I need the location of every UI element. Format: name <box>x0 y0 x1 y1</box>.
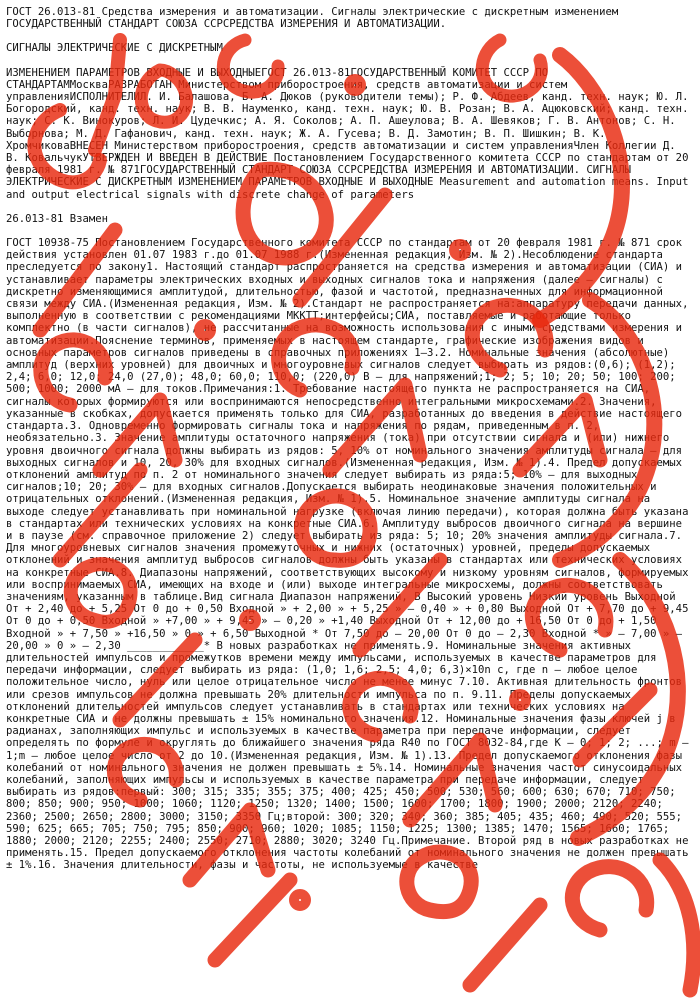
document-body: ГОСТ 10938-75 Постановлением Государственного комитета СССР по стандартам от 20 февраля 1981 г. № 871 срок действия установлен 01.07 1983 г.до 01.07 1988 г.(Измененная редакция, Изм. № 2).Несоблюдение стандарта преследуется по закону1. Настоящий стандарт распространяется на средства измерения и автоматизации (СИА) и устанавливает параметры электрических входных и выходных сигналов тока и напряжения (далее — сигналы) с дискретно изменяющимися амплитудой, длительностью, фазой и частотой, предназначенных для информационной связи между СИА.(Измененная редакция, Изм. № 2).Стандарт не распространяется на:аппаратуру передачи данных, выполненную в соответствии с рекомендациями МККТТ;интерфейсы;СИА, поставляемые и работающие только комплектно (в части сигналов), не рассчитанные на возможность использования с иными средствами измерения и автоматизации.Пояснение терминов, применяемых в настоящем стандарте, графические изображения видов и основных параметров сигналов приведены в справочных приложениях 1—3.2. Номинальные значения (абсолютные) амплитуд (верхних уровней) для двоичных и многоуровневых сигналов следует выбирать из рядов:(0,6); (1,2); 2,4; 6,0; 12,0; 24,0 (27,0); 48,0; 60,0; 110,0; (220,0) В — для напряжений;1; 2; 5; 10; 20; 50; 100; 200; 500; 1000; 2000 мА — для токов.Примечания:1. Требование настоящего пункта не распространяется на СИА, сигналы которых формируются или воспринимаются непосредственно интегральными микросхемами.2. Значения, указанные в скобках, допускается применять только для СИА, разработанных до введения в действие настоящего стандарта.3. Одновременно формировать сигналы тока и напряжения по рядам, приведенным в п. 2, необязательно.3. Значение амплитуды остаточного напряжения (тока) при отсутствии сигнала и (или) нижнего уровня двоичного сигнала должны выбирать из рядов: 5, 10% от номинального значения амплитуды сигнала — для выходных сигналов и 10, 20, 30% для входных сигналов.(Измененная редакция, Изм. № 1).4. Предел допускаемых отклонений амплитуд по п. 2 от номинального значения следует выбирать из ряда:5; 10% — для выходных сигналов;10; 20; 30% — для входных сигналов.Допускается выбирать неодинаковые значения положительных и отрицательных отклонений.(Измененная редакция, Изм. № 1).5. Номинальное значение амплитуды сигнала на выходе следует устанавливать при номинальной нагрузке (включая линию передачи), которая должна быть указана в стандартах или технических условиях на конкретные СИА.6. Амплитуду выбросов двоичного сигнала на вершине и в паузе (см. справочное приложение 2) следует выбирать из ряда: 5; 10; 20% значения амплитуды сигнала.7. Для многоуровневых сигналов значения промежуточных и нижних (остаточных) уровней, пределы допускаемых отклонений и значения амплитуд выбросов сигналов должны быть указаны в стандартах или технических условиях на конкретные СИА.8. Диапазоны напряжений, соответствующих высокому и низкому уровням сигналов, формируемых или воспринимаемых СИА, имеющих на входе и (или) выходе интегральные микросхемы, должны соответствовать значениям, указанным в таблице.Вид сигнала Диапазон напряжений, В Высокий уровень Низкий уровень Выходной От + 2,40 до + 5,25 От 0 до + 0,50 Входной » + 2,00 » + 5,25 » — 0,40 » + 0,80 Выходной От + 7,70 до + 9,45 От 0 до + 0,50 Входной » +7,00 » + 9,45 » — 0,20 » +1,40 Выходной От + 12,00 до + 16,50 От 0 до + 1,50 Входной » + 7,50 » +16,50 » 0 » + 6,50 Выходной * От 7,50 до — 20,00 От 0 до — 2,30 Входной * » — 7,00 » — 20,00 » 0 » — 2,30 ____________* В новых разработках не применять.9. Номинальные значения активных длительностей импульсов и промежутков времени между импульсами, используемых в качестве параметров для передачи информации, следует выбирать из ряда: (1,0; 1,6; 2,5; 4,0; 6,3)×10n с, где n — любое целое положительное число, нуль или целое отрицательное число не менее минус 7.10. Активная длительность фронтов или срезов импульсов не должна превышать 20% длительности импульса по п. 9.11. Пределы допускаемых отклонений длительностей импульсов следует устанавливать в стандартах или технических условиях на конкретные СИА и не должны превышать ± 15% номинального значения.12. Номинальные значения фазы ключей j в радианах, заполняющих импульс и используемых в качестве параметра при передаче информации, следует определять по формуле и округлять до ближайшего значения ряда R40 по ГОСТ 8032-84,где K — 0; 1; 2; ...; m — 1;m — любое целое число от 2 до 10.(Измененная редакция, Изм. № 1).13. Предел допускаемого отклонения фазы колебаний от номинального значения не должен превышать ± 5%.14. Номинальные значения частот синусоидальных колебаний, заполняющих импульсы и используемых в качестве параметра при передаче информации, следует выбирать из рядов:первый: 300; 315; 335; 355; 375; 400; 425; 450; 500; 530; 560; 600; 630; 670; 710; 750; 800; 850; 900; 950; 1000; 1060; 1120; 1250; 1320; 1400; 1500; 1600; 1700; 1800; 1900; 2000; 2120; 2240; 2360; 2500; 2650; 2800; 3000; 3150; 3350 Гц;второй: 300; 320; 340; 360; 385; 405; 435; 460; 490; 520; 555; 590; 625; 665; 705; 750; 795; 850; 900; 960; 1020; 1085; 1150; 1225; 1300; 1385; 1470; 1565; 1660; 1765; 1880; 2000; 2120; 2255; 2400; 2550; 2710; 2880; 3020; 3240 Гц.Примечание. Второй ряд в новых разработках не применять.15. Предел допускаемого отклонения частоты колебаний от номинального значения не должен превышать ± 1%.16. Значения длительности, фазы и частоты, не используемые в качестве <box>6 237 695 872</box>
document-info-block: ИЗМЕНЕНИЕМ ПАРАМЕТРОВ ВХОДНЫЕ И ВЫХОДНЫЕГОСТ 26.013-81ГОСУДАРСТВЕННЫЙ КОМИТЕТ СССР ПО СТАНДАРТАММоскваРАЗРАБОТАН Министерством приборостроения, средств автоматизации и систем управленияИСПОЛНИТЕЛИЛ. И. Балашова, Б. А. Дюков (руководители темы); Р. Ф. Абдеев, канд. техн. наук; Ю. Л. Богородский, канд. техн. наук; В. В. Науменко, канд. техн. наук; Ю. В. Розан; В. А. Ацюковский; канд. техн. наук; С. К. Винокуров; Л. И. Цудечкис; А. Я. Соколов; А. П. Ашеулова; В. А. Шевяков; Г. В. Антонов; С. Н. Выборнова; М. Д. Гафанович, канд. техн. наук; Ж. А. Гусева; В. Д. Замотин; В. П. Шишкин; В. К. ХромчиковаВНЕСЕН Министерством приборостроения, средств автоматизации и систем управленияЧлен Коллегии Д. В. КовальчукУТВЕРЖДЕН И ВВЕДЕН В ДЕЙСТВИЕ Постановлением Государственного комитета СССР по стандартам от 20 февраля 1981 г. № 871ГОСУДАРСТВЕННЫЙ СТАНДАРТ СОЮЗА ССРСРЕДСТВА ИЗМЕРЕНИЯ И АВТОМАТИЗАЦИИ. СИГНАЛЫ ЭЛЕКТРИЧЕСКИЕ С ДИСКРЕТНЫМ ИЗМЕНЕНИЕМ ПАРАМЕТРОВ ВХОДНЫЕ И ВЫХОДНЫЕ Measurement and automation means. Input and output electrical signals with discrete change of parameters <box>6 66 695 201</box>
document-header-title: ГОСТ 26.013-81 Средства измерения и автоматизации. Сигналы электрические с дискретным изменением <box>6 6 619 18</box>
watermark-stroke <box>470 905 540 985</box>
watermark-stroke <box>215 880 290 960</box>
watermark-dot <box>294 894 306 906</box>
document-subtitle: СИГНАЛЫ ЭЛЕКТРИЧЕСКИЕ С ДИСКРЕТНЫМ <box>6 42 223 55</box>
document-text <box>6 6 694 884</box>
document-replaces-line: 26.013-81 Взамен <box>6 212 109 225</box>
document-header-standard: ГОСУДАРСТВЕННЫЙ СТАНДАРТ СОЮЗА ССРСРЕДСТВА ИЗМЕРЕНИЯ И АВТОМАТИЗАЦИИ. <box>6 18 447 31</box>
